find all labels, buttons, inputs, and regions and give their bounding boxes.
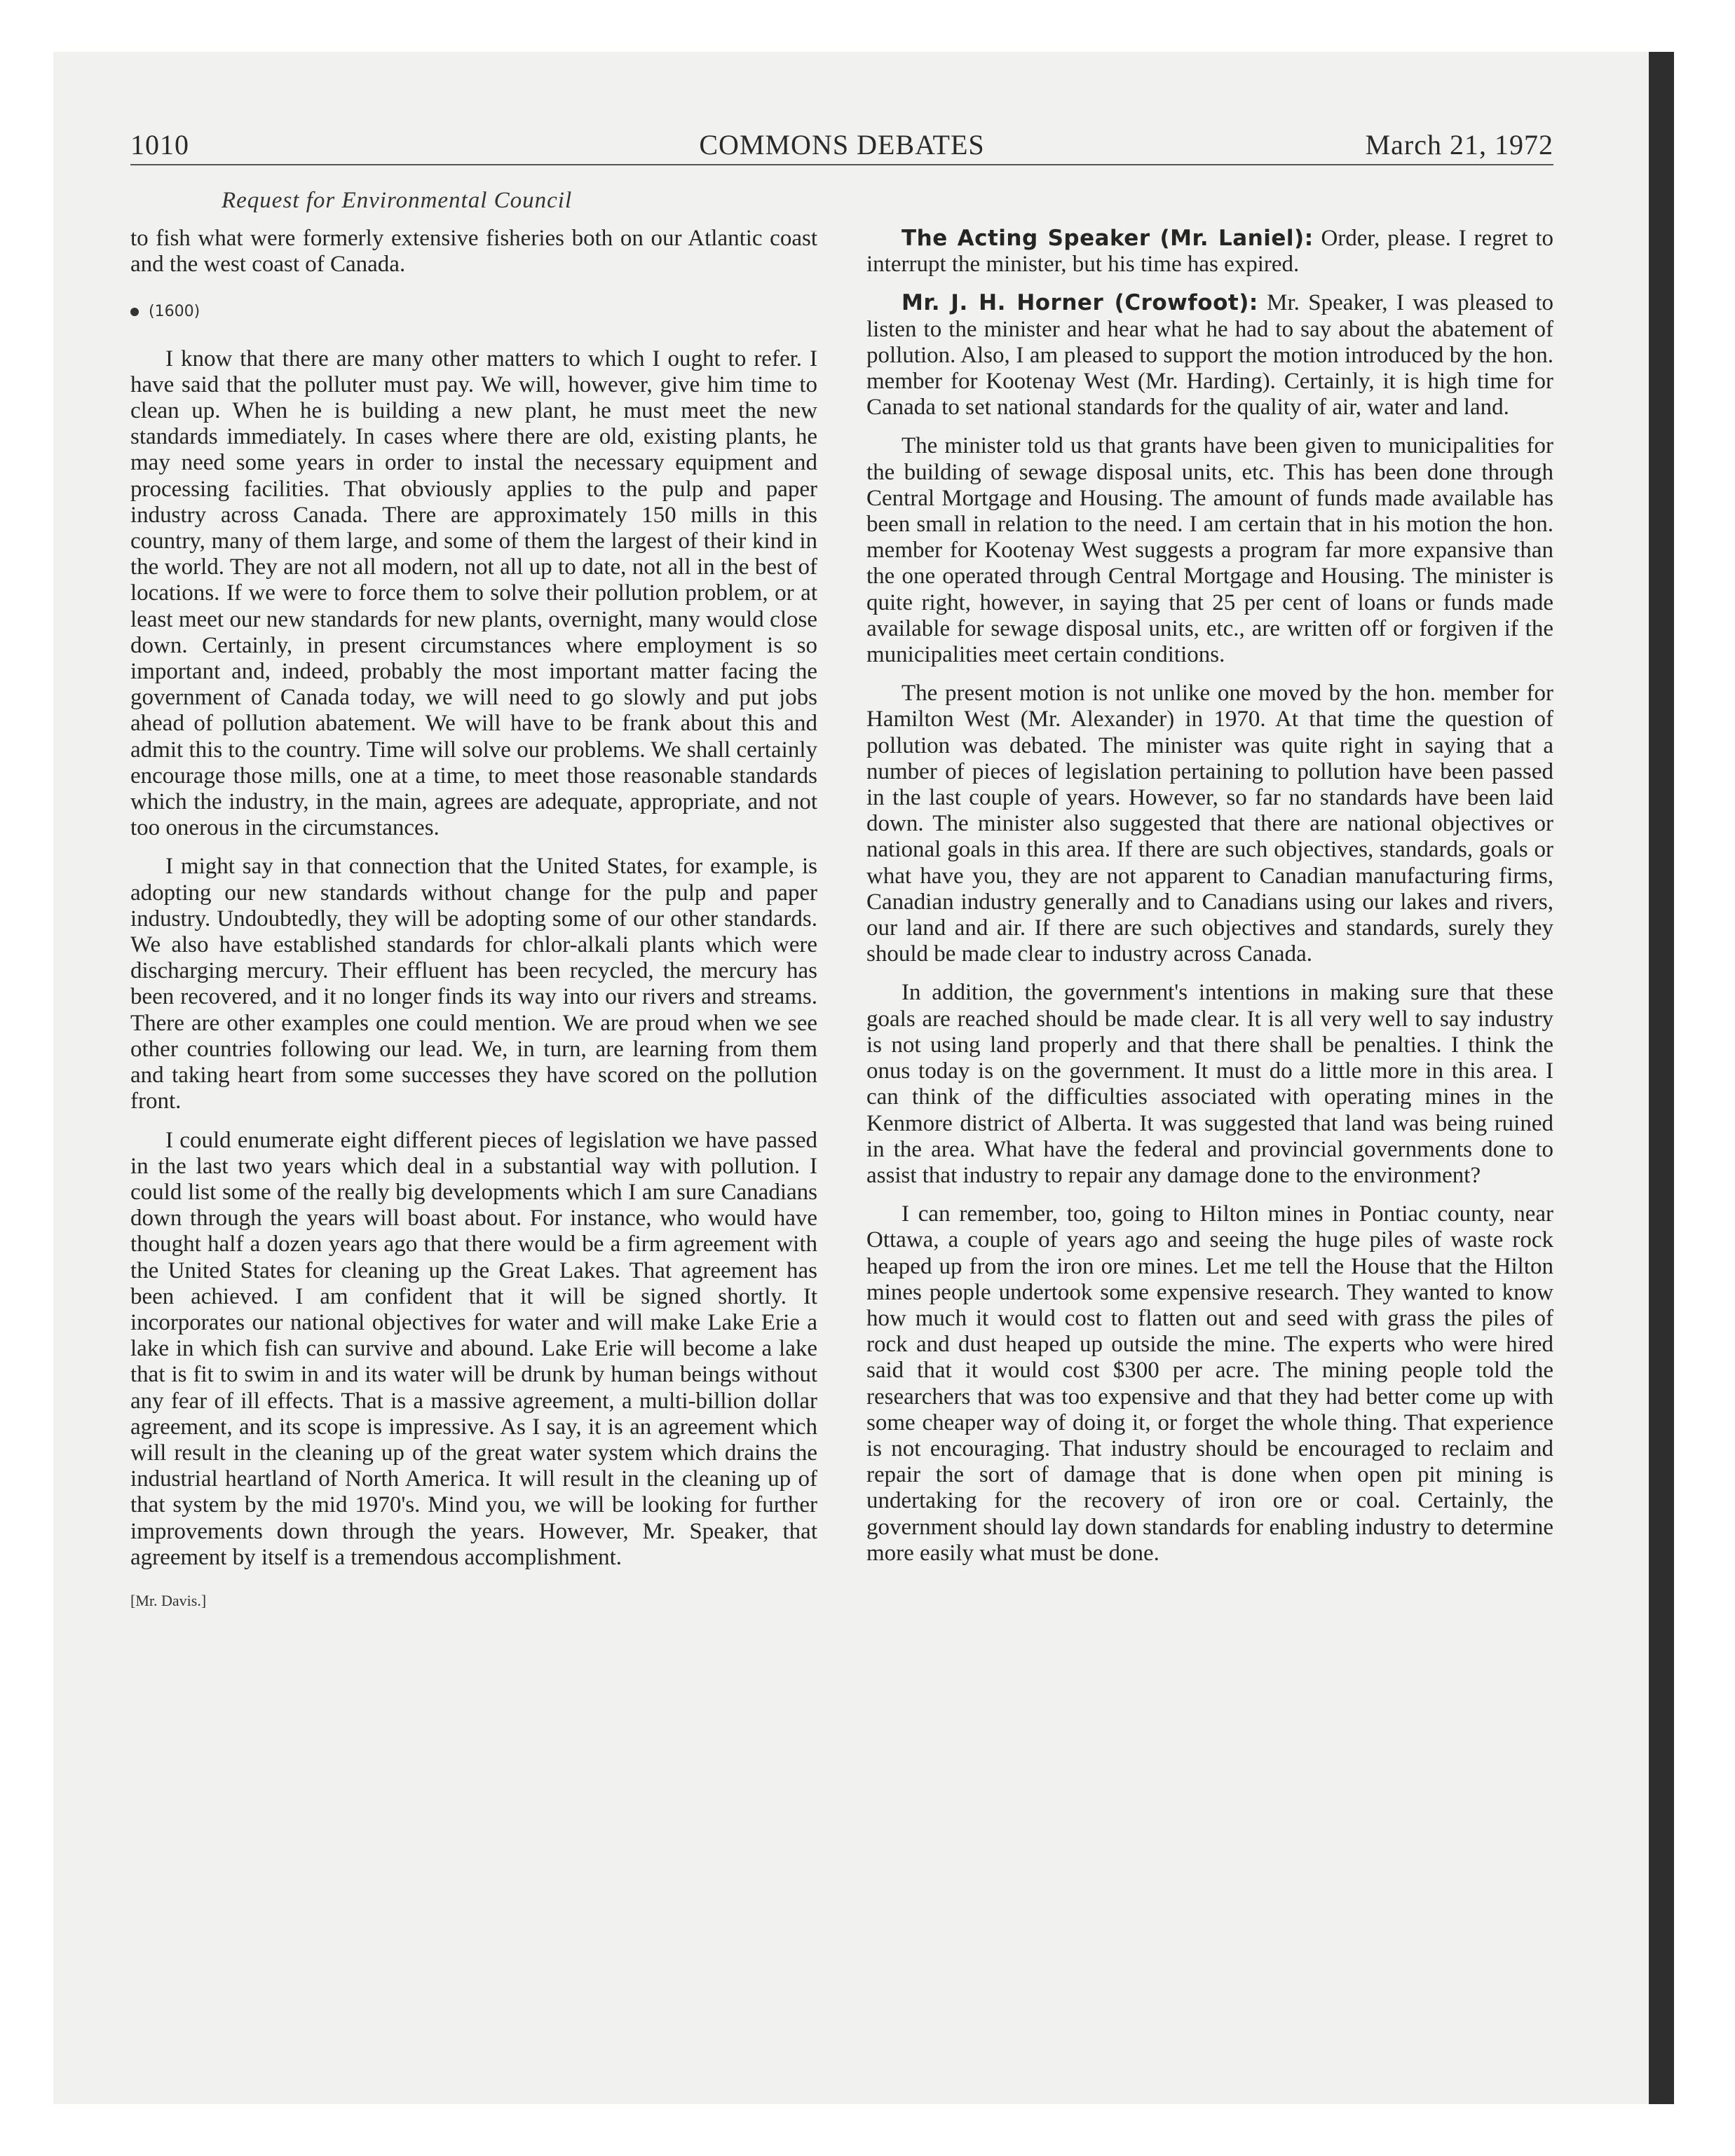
paragraph: I might say in that connection that the United States, for example, is adopting our new standards without change for the pulp and paper industry. Undoubtedly, they will be adopting some of our other standards. We also have established standards for chlor-alkali plants which were discharging mercury. Their effluent has been recycled, the mercury has been recovered, and it no longer finds its way into our rivers and streams. There are other examples one could mention. We are proud when we see other countries following our lead. We, in turn, are learning from them and taking heart from some successes they have scored on the pollution front. <box>130 854 817 1114</box>
paragraph: I could enumerate eight different pieces of legislation we have passed in the last two years which deal in a substantial way with pollution. I could list some of the really big developments which I am sure Canadians down through the years will boast about. For instance, who would have thought half a dozen years ago that there would be a firm agreement with the United States for cleaning up the Great Lakes. That agreement has been achieved. I am confident that it will be signed shortly. It incorporates our national objectives for water and will make Lake Erie a lake in which fish can survive and abound. Lake Erie will become a lake that is fit to swim in and its water will be drunk by human beings without any fear of ill effects. That is a massive agreement, a multi-billion dollar agreement, and its scope is impressive. As I say, it is an agreement which will result in the cleaning up of the great water system which drains the industrial heartland of North America. It will result in the cleaning up of that system by the mid 1970's. Mind you, we will be looking for further improvements down through the years. However, Mr. Speaker, that agreement by itself is a tremendous accomplishment. <box>130 1127 817 1570</box>
time-marker-text: (1600) <box>149 303 200 321</box>
left-column <box>130 226 817 1613</box>
time-marker <box>130 299 817 325</box>
page-number: 1010 <box>130 129 189 161</box>
speech-text: Order, please. I regret to interrupt the minister, but his time has expired. <box>866 226 1553 278</box>
paragraph: The minister told us that grants have been given to municipalities for the building of sewage disposal units, etc. This has been done through Central Mortgage and Housing. The amount of funds made available has been small in relation to the need. I am certain that in his motion the hon. member for Kootenay West suggests a program far more expansive than the one operated through Central Mortgage and Housing. The minister is quite right, however, in saying that 25 per cent of loans or funds made available for sewage disposal units, etc., are written off or forgiven if the municipalities meet certain conditions. <box>866 433 1553 668</box>
binding-edge <box>1649 52 1674 2104</box>
right-column <box>866 226 1553 1567</box>
paragraph: I know that there are many other matters to which I ought to refer. I have said that the polluter must pay. We will, however, give him time to clean up. When he is building a new plant, he must meet the new standards immediately. In cases where there are old, existing plants, he may need some years in order to instal the necessary equipment and processing facilities. That obviously applies to the pulp and paper industry across Canada. There are approximately 150 mills in this country, many of them large, and some of them the largest of their kind in the world. They are not all modern, not all up to date, not all in the best of locations. If we were to force them to solve their pollution problem, or at least meet our new standards for new plants, overnight, many would close down. Certainly, in present circumstances where employment is so important and, indeed, probably the most important matter facing the government of Canada today, we will need to go slowly and put jobs ahead of pollution abatement. We will have to be frank about this and admit this to the country. Time will solve our problems. We shall certainly encourage those mills, one at a time, to meet those reasonable standards which the industry, in the main, agrees are adequate, appropriate, and not too onerous in the circumstances. <box>130 346 817 841</box>
speech-paragraph <box>866 226 1553 278</box>
publication-title: COMMONS DEBATES <box>699 129 985 161</box>
speech-paragraph <box>866 290 1553 421</box>
bullet-icon <box>130 308 139 316</box>
speech-text: Mr. Speaker, I was pleased to listen to the minister and hear what he had to say about the abatement of pollution. Also, I am pleased to support the motion introduced by the hon. member for Kootenay West (Mr. Harding). Certainly, it is high time for Canada to set national standards for the quality of air, water and land. <box>866 290 1553 421</box>
section-subheading: Request for Environmental Council <box>222 188 573 213</box>
paragraph: The present motion is not unlike one moved by the hon. member for Hamilton West (Mr. Alexander) in 1970. At that time the question of pollution was debated. The minister was quite right in saying that a number of pieces of legislation pertaining to pollution have been passed in the last couple of years. However, so far no standards have been laid down. The minister also suggested that there are national objectives or national goals in this area. If there are such objectives, standards, goals or what have you, they are not apparent to Canadian manufacturing firms, Canadian industry generally and to Canadians using our lakes and rivers, our land and air. If there are such objectives and standards, surely they should be made clear to industry across Canada. <box>866 681 1553 967</box>
paragraph: I can remember, too, going to Hilton mines in Pontiac county, near Ottawa, a couple of years ago and seeing the huge piles of waste rock heaped up from the iron ore mines. Let me tell the House that the Hilton mines people undertook some expensive research. They wanted to know how much it would cost to flatten out and seed with grass the piles of rock and dust heaped up outside the mine. The experts who were hired said that it would cost $300 per acre. The mining people told the researchers that was too expensive and that they had better come up with some cheaper way of doing it, or forget the whole thing. That experience is not encouraging. That industry should be encouraged to reclaim and repair the sort of damage that is done when open pit mining is undertaking for the recovery of iron ore or coal. Certainly, the government should lay down standards for enabling industry to determine more easily what must be done. <box>866 1201 1553 1566</box>
publication-date: March 21, 1972 <box>1365 129 1553 161</box>
paragraph: to fish what were formerly extensive fisheries both on our Atlantic coast and the west coast of Canada. <box>130 226 817 278</box>
paragraph: In addition, the government's intentions in making sure that these goals are reached should be made clear. It is all very well to say industry is not using land properly and that there shall be penalties. I think the onus today is on the government. It must do a little more in this area. I can think of the difficulties associated with operating mines in the Kenmore district of Alberta. It was suggested that land was being ruined in the area. What have the federal and provincial governments done to assist that industry to repair any damage done to the environment? <box>866 980 1553 1188</box>
speaker-name: The Acting Speaker (Mr. Laniel): <box>901 226 1314 251</box>
speaker-name: Mr. J. H. Horner (Crowfoot): <box>901 290 1258 316</box>
page-header <box>130 130 1553 165</box>
speaker-attribution: [Mr. Davis.] <box>130 1591 207 1609</box>
